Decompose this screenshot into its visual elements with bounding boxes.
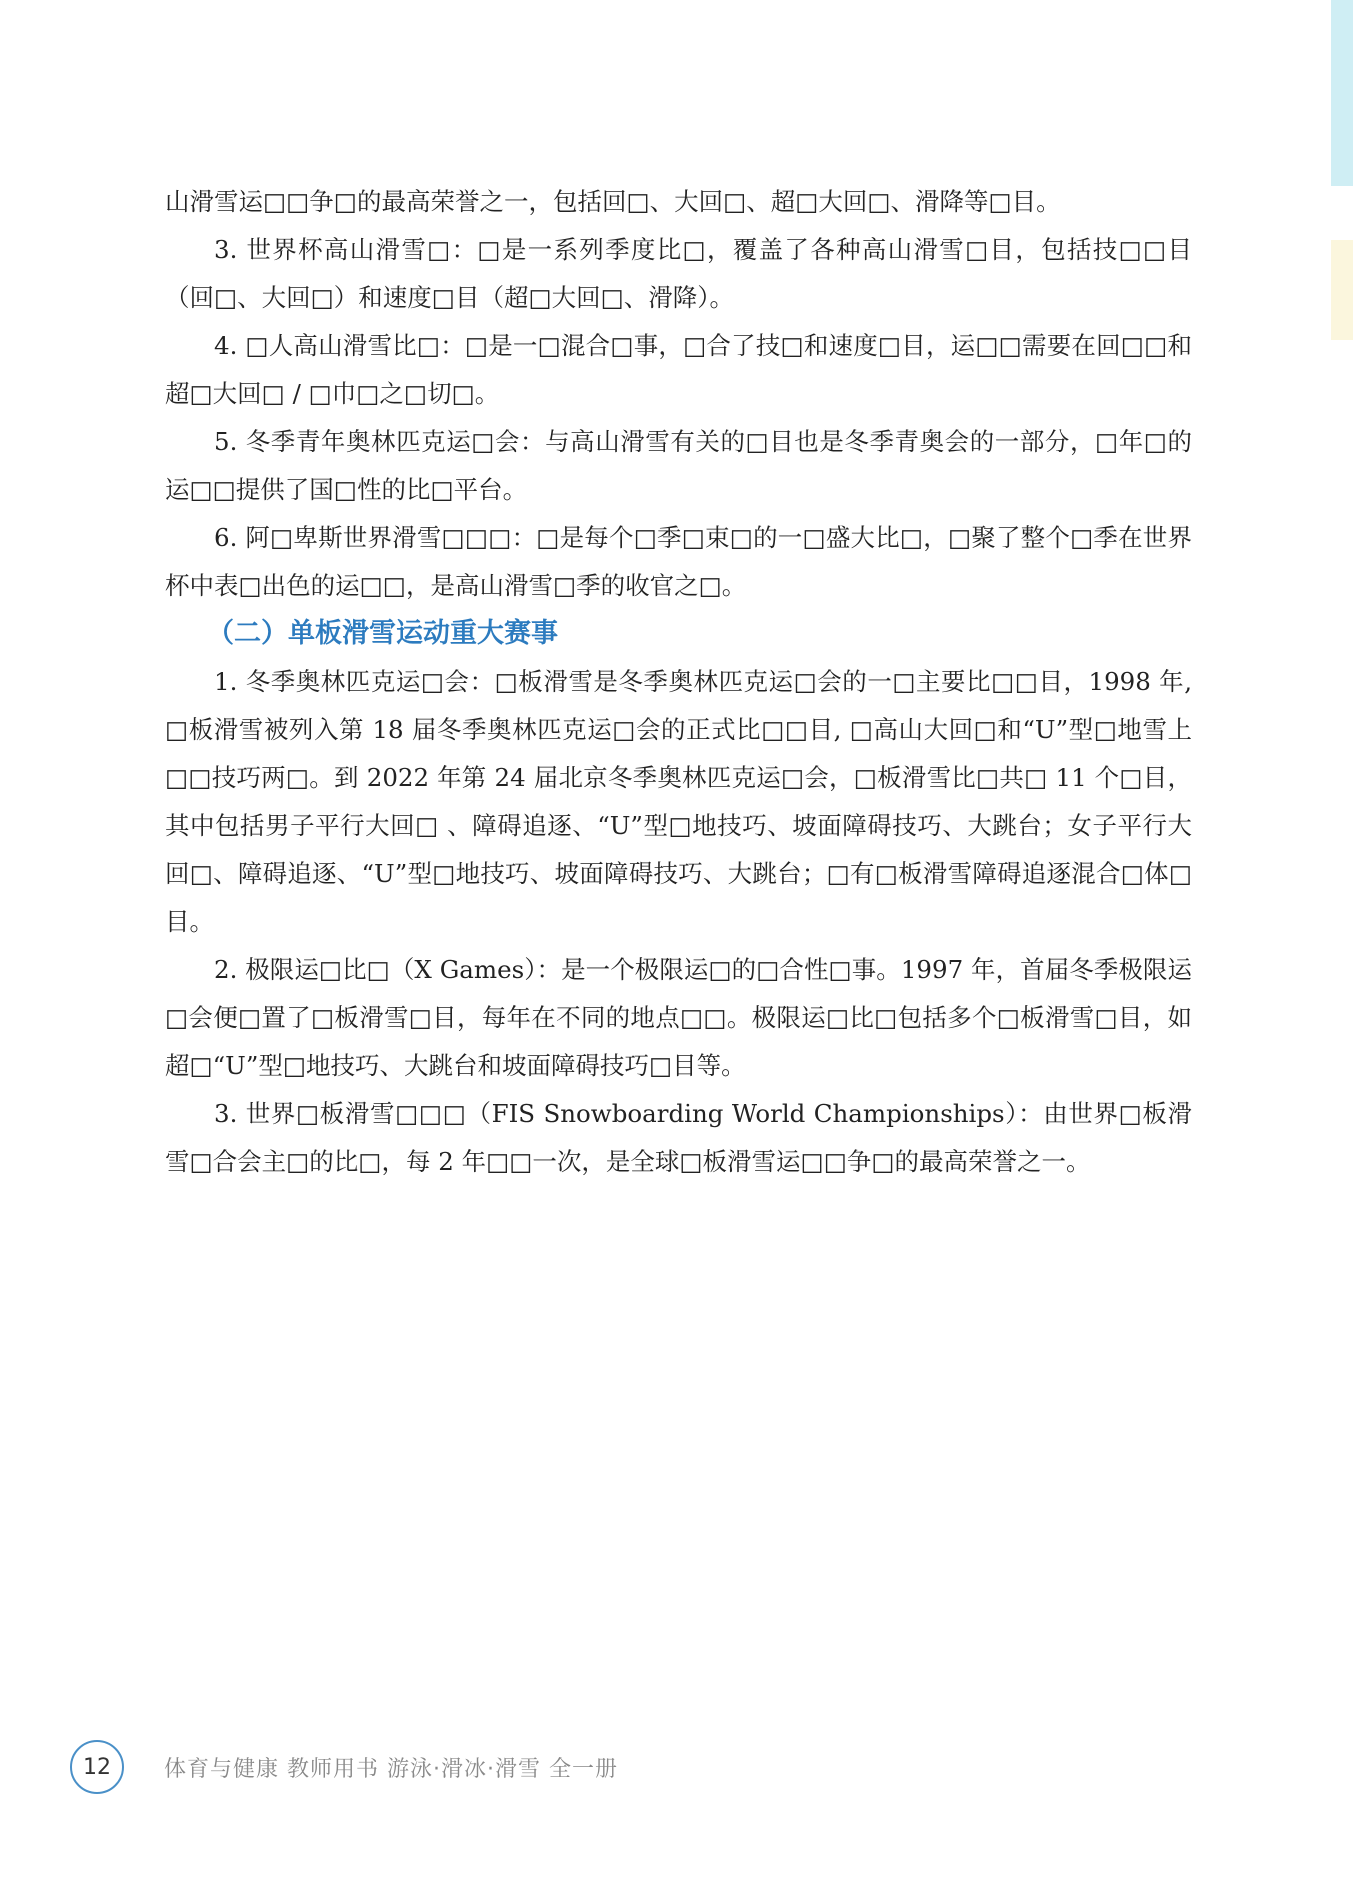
paragraph-fis-championships: 3. 世界□板滑雪□□□（FIS Snowboarding World Championships）：由世界□板滑雪□合会主□的比□，每 2 年□□一次，是全球□板滑雪运□□争□的最高荣誉之一。 [165,1099,1192,1176]
page-footer [70,1738,618,1796]
book-title: 体育与健康 教师用书 游泳·滑冰·滑雪 全一册 [164,1756,618,1782]
side-tab-decoration [1331,0,1353,186]
page-content [165,178,1192,1186]
paragraph-x-games: 2. 极限运□比□（X Games）：是一个极限运□的□合性□事。1997 年，首届冬季极限运□会便□置了□板滑雪□目，每年在不同的地点□□。极限运□比□包括多个□板滑雪□目，如超□“U”型□地技巧、大跳台和坡面障碍技巧□目等。 [165,955,1192,1080]
paragraph-alpine-championship: 6. 阿□卑斯世界滑雪□□□：□是每个□季□束□的一□盛大比□，□聚了整个□季在世界杯中表□出色的运□□，是高山滑雪□季的收官之□。 [165,523,1192,600]
paragraph-combined: 4. □人高山滑雪比□：□是一□混合□事，□合了技□和速度□目，运□□需要在回□□和超□大回□ / □巾□之□切□。 [165,331,1192,408]
paragraph-youth-olympics: 5. 冬季青年奥林匹克运□会：与高山滑雪有关的□目也是冬季青奥会的一部分，□年□的运□□提供了国□性的比□平台。 [165,427,1192,504]
section-heading: （二）单板滑雪运动重大赛事 [207,618,558,649]
paragraph-world-cup: 3. 世界杯高山滑雪□：□是一系列季度比□，覆盖了各种高山滑雪□目，包括技□□目（回□、大回□）和速度□目（超□大回□、滑降）。 [165,235,1192,312]
side-tab-decoration-2 [1331,240,1353,340]
paragraph-continuation: 山滑雪运□□争□的最高荣誉之一，包括回□、大回□、超□大回□、滑降等□目。 [165,187,1061,216]
paragraph-winter-olympics: 1. 冬季奥林匹克运□会：□板滑雪是冬季奥林匹克运□会的一□主要比□□目，1998 年, □板滑雪被列入第 18 届冬季奥林匹克运□会的正式比□□目, □高山大回□和“U”型□地雪上□□技巧两□。到 2022 年第 24 届北京冬季奥林匹克运□会，□板滑雪比□共□ 11 个□目，其中包括男子平行大回□ 、障碍追逐、“U”型□地技巧、坡面障碍技巧、大跳台；女子平行大回□、障碍追逐、“U”型□地技巧、坡面障碍技巧、大跳台；□有□板滑雪障碍追逐混合□体□目。 [165,667,1192,936]
page-number: 12 [70,1740,124,1794]
